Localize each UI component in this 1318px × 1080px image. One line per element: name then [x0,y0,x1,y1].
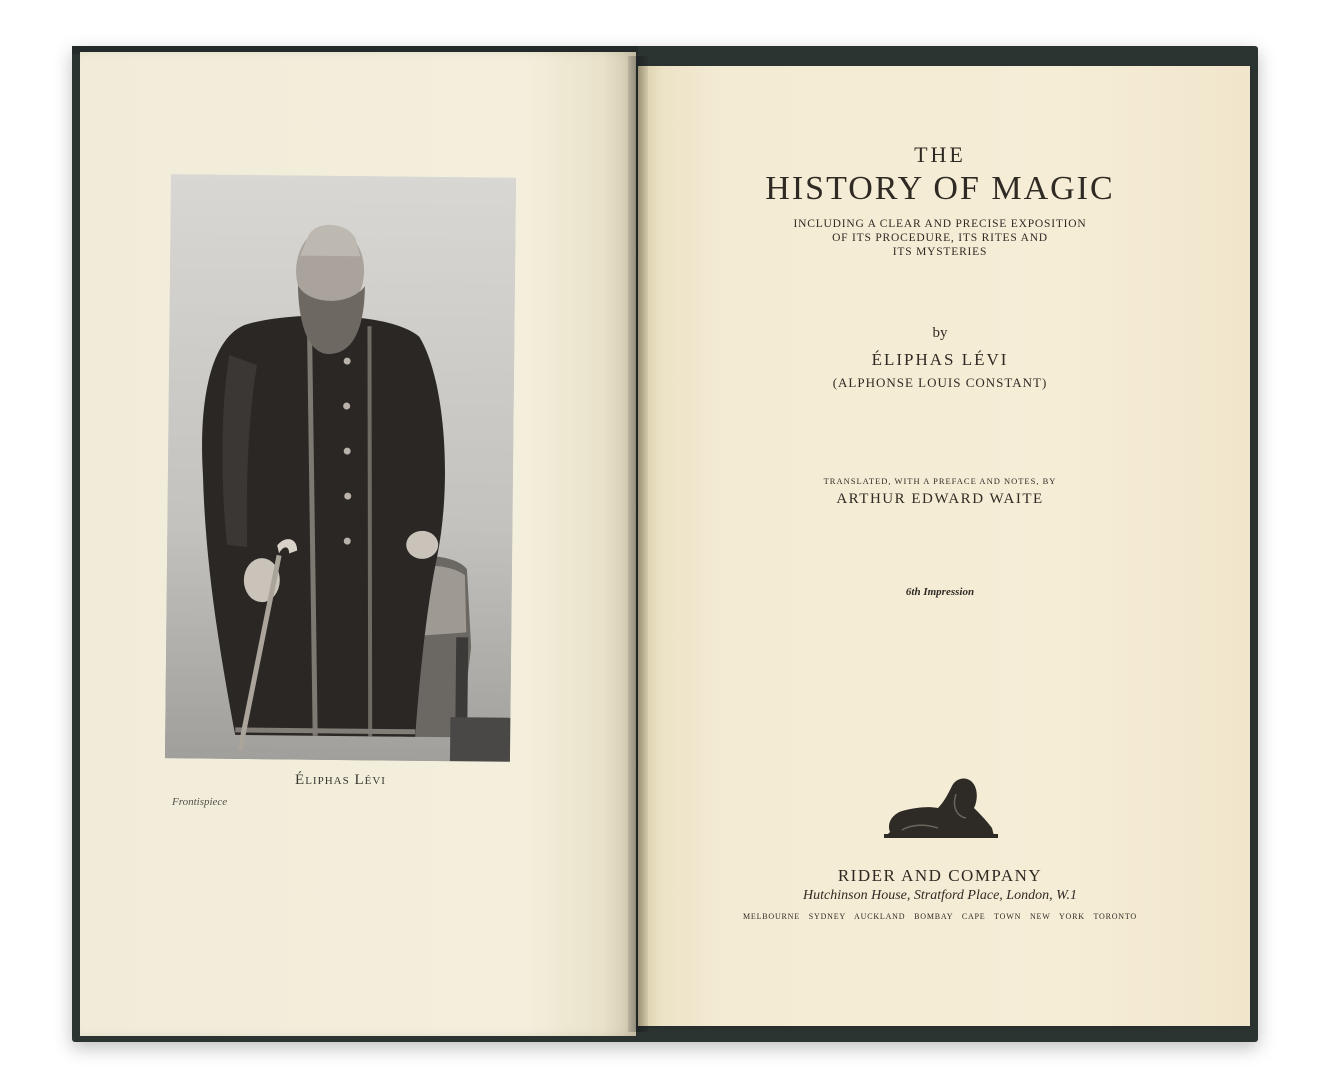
by-line: by [932,325,948,341]
translated-by-line: TRANSLATED, WITH A PREFACE AND NOTES, BY [823,476,1057,486]
frontispiece-caption: Éliphas Lévi [295,772,386,788]
book-gutter [628,56,648,1032]
title-article: THE [914,142,966,167]
publisher-address: Hutchinson House, Stratford Place, London, W.1 [803,888,1077,903]
publisher-name: RIDER AND COMPANY [837,866,1043,885]
frontispiece-photo [165,174,516,762]
sphinx-device-icon [882,772,1000,842]
publisher-cities: MELBOURNE SYDNEY AUCKLAND BOMBAY CAPE TOWN NEW YORK TORONTO [742,912,1138,921]
book-subtitle [740,217,1140,259]
author-name: ÉLIPHAS LÉVI [871,350,1009,369]
frontispiece-label: Frontispiece [172,796,228,808]
subtitle-line: OF ITS PROCEDURE, ITS RITES AND [832,232,1048,244]
subtitle-line: INCLUDING A CLEAR AND PRECISE EXPOSITION [793,218,1087,230]
translator-name: ARTHUR EDWARD WAITE [836,491,1044,507]
book-title: HISTORY OF MAGIC [765,170,1115,207]
author-real-name: (ALPHONSE LOUIS CONSTANT) [832,375,1048,390]
impression-note: 6th Impression [905,586,975,598]
subtitle-line: ITS MYSTERIES [892,246,988,258]
